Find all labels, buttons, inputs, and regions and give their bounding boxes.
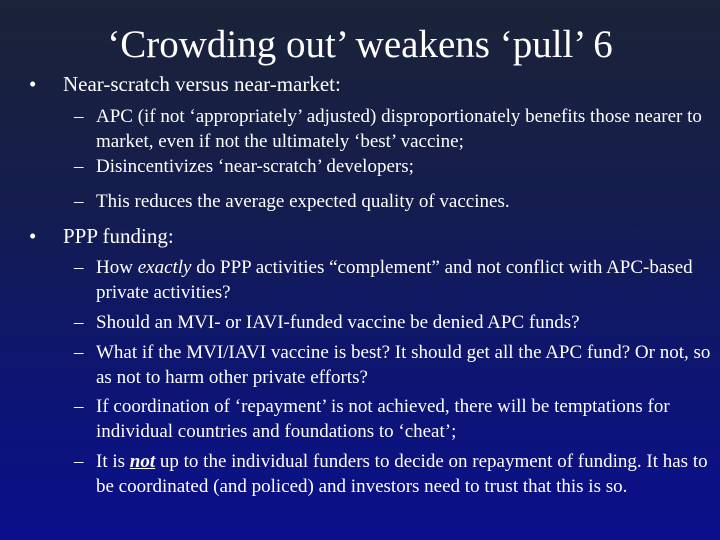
emphasis-not: not — [129, 451, 156, 472]
sub-item — [74, 155, 714, 180]
sub-item-text: If coordination of ‘repayment’ is not achieved, there will be temptations for individual countries and foundations to ‘cheat’; — [96, 396, 670, 442]
sub-item-text: Should an MVI- or IAVI-funded vaccine be denied APC funds? — [96, 312, 580, 333]
sub-item-text — [96, 256, 714, 305]
text-run: up to the individual funders to decide on repayment of funding. It has to be coordinated (and policed) and investors need to trust that this is so. — [96, 451, 708, 497]
text-run: How — [96, 257, 138, 278]
dash-symbol: – — [74, 396, 84, 417]
dash-symbol: – — [74, 342, 84, 363]
dash-symbol: – — [74, 312, 84, 333]
bullet-heading: Near-scratch versus near-market: — [63, 72, 341, 96]
sub-item — [74, 341, 714, 390]
dash-symbol: – — [74, 451, 84, 472]
sub-item — [74, 190, 714, 215]
slide-title: ‘Crowding out’ weakens ‘pull’ 6 — [107, 23, 613, 66]
sub-item — [74, 311, 714, 336]
sub-item — [74, 105, 714, 154]
dash-symbol: – — [74, 257, 84, 278]
sub-item — [74, 395, 714, 444]
sub-item-text: This reduces the average expected quality of vaccines. — [96, 191, 510, 212]
sub-item-text: APC (if not ‘appropriately’ adjusted) disproportionately benefits those nearer to market, even if not the ultimately ‘best’ vaccine; — [96, 106, 702, 152]
sub-item-text: What if the MVI/IAVI vaccine is best? It should get all the APC fund? Or not, so as not to harm other private efforts? — [96, 342, 711, 388]
dash-symbol: – — [74, 156, 84, 177]
bullet-heading: PPP funding: — [63, 224, 174, 248]
sub-item — [74, 256, 714, 305]
bullet-symbol: • — [29, 72, 37, 96]
sub-item — [74, 450, 714, 499]
dash-symbol: – — [74, 106, 84, 127]
dash-symbol: – — [74, 191, 84, 212]
sub-item-text: Disincentivizes ‘near-scratch’ developers; — [96, 156, 414, 177]
sub-item-text — [96, 450, 714, 499]
bullet-symbol: • — [29, 224, 37, 248]
emphasis-exactly: exactly — [137, 257, 192, 278]
text-run: It is — [96, 451, 130, 472]
text-run: do PPP activities “complement” and not conflict with APC-based private activities? — [96, 257, 693, 303]
